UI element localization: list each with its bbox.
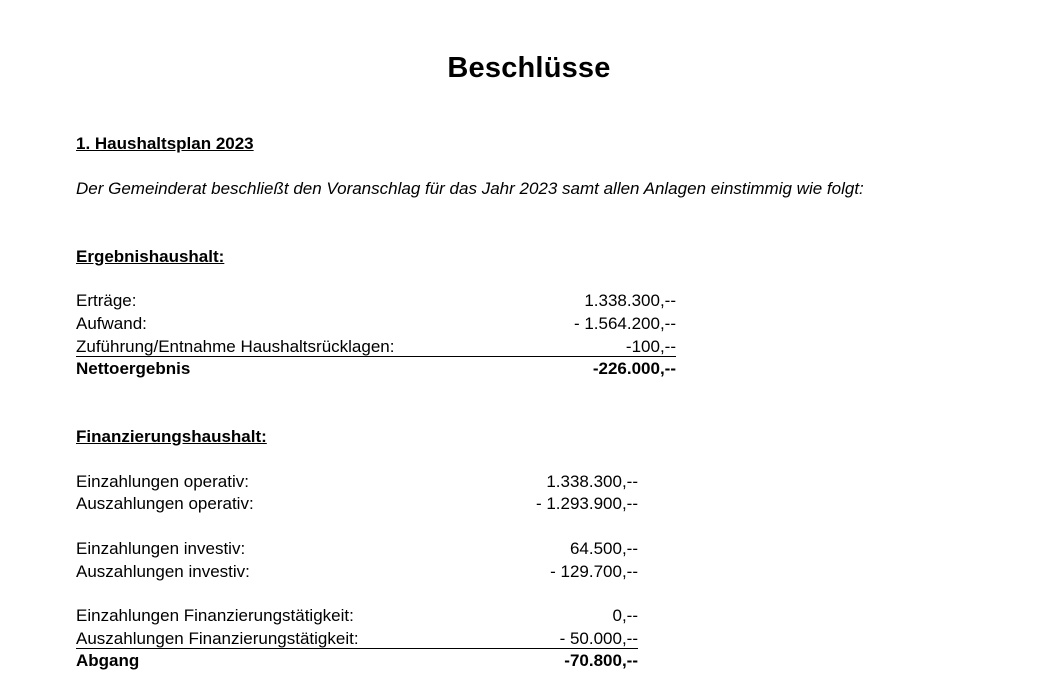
table-row xyxy=(76,314,676,336)
row-label: Einzahlungen Finanzierungstätigkeit: xyxy=(76,606,354,625)
table-row xyxy=(76,539,638,561)
table-row xyxy=(76,562,638,584)
ergebnishaushalt-heading: Ergebnishaushalt: xyxy=(76,247,225,266)
section-heading-haushaltsplan: 1. Haushaltsplan 2023 xyxy=(76,134,254,153)
table-row xyxy=(76,291,676,313)
intro-paragraph: Der Gemeinderat beschließt den Voranschlag für das Jahr 2023 samt allen Anlagen einstimmig wie folgt: xyxy=(76,179,864,198)
sum-rule xyxy=(76,648,638,649)
row-value: -226.000,-- xyxy=(592,359,676,378)
row-label: Auszahlungen operativ: xyxy=(76,494,254,513)
table-row xyxy=(76,494,638,516)
row-value: 64.500,-- xyxy=(569,539,638,558)
row-value: - 129.700,-- xyxy=(550,562,638,581)
table-row xyxy=(76,606,638,628)
sum-rule xyxy=(76,356,676,357)
total-row xyxy=(76,359,676,381)
table-row xyxy=(76,472,638,494)
row-label: Zuführung/Entnahme Haushaltsrücklagen: xyxy=(76,337,395,356)
row-label: Einzahlungen investiv: xyxy=(76,539,246,558)
row-label: Nettoergebnis xyxy=(76,359,191,378)
total-row xyxy=(76,651,638,673)
row-value: -70.800,-- xyxy=(564,651,638,670)
row-label: Erträge: xyxy=(76,291,137,310)
row-label: Auszahlungen Finanzierungstätigkeit: xyxy=(76,629,359,648)
finanzierungshaushalt-heading: Finanzierungshaushalt: xyxy=(76,427,267,446)
row-label: Abgang xyxy=(76,651,140,670)
row-value: - 1.564.200,-- xyxy=(573,314,676,333)
row-label: Auszahlungen investiv: xyxy=(76,562,250,581)
row-value: -100,-- xyxy=(625,337,676,356)
row-label: Einzahlungen operativ: xyxy=(76,472,249,491)
row-value: - 50.000,-- xyxy=(559,629,638,648)
row-value: 1.338.300,-- xyxy=(546,472,638,491)
row-value: 0,-- xyxy=(612,606,638,625)
page-title: Beschlüsse xyxy=(447,52,611,84)
row-value: - 1.293.900,-- xyxy=(535,494,638,513)
row-value: 1.338.300,-- xyxy=(584,291,676,310)
row-label: Aufwand: xyxy=(76,314,147,333)
